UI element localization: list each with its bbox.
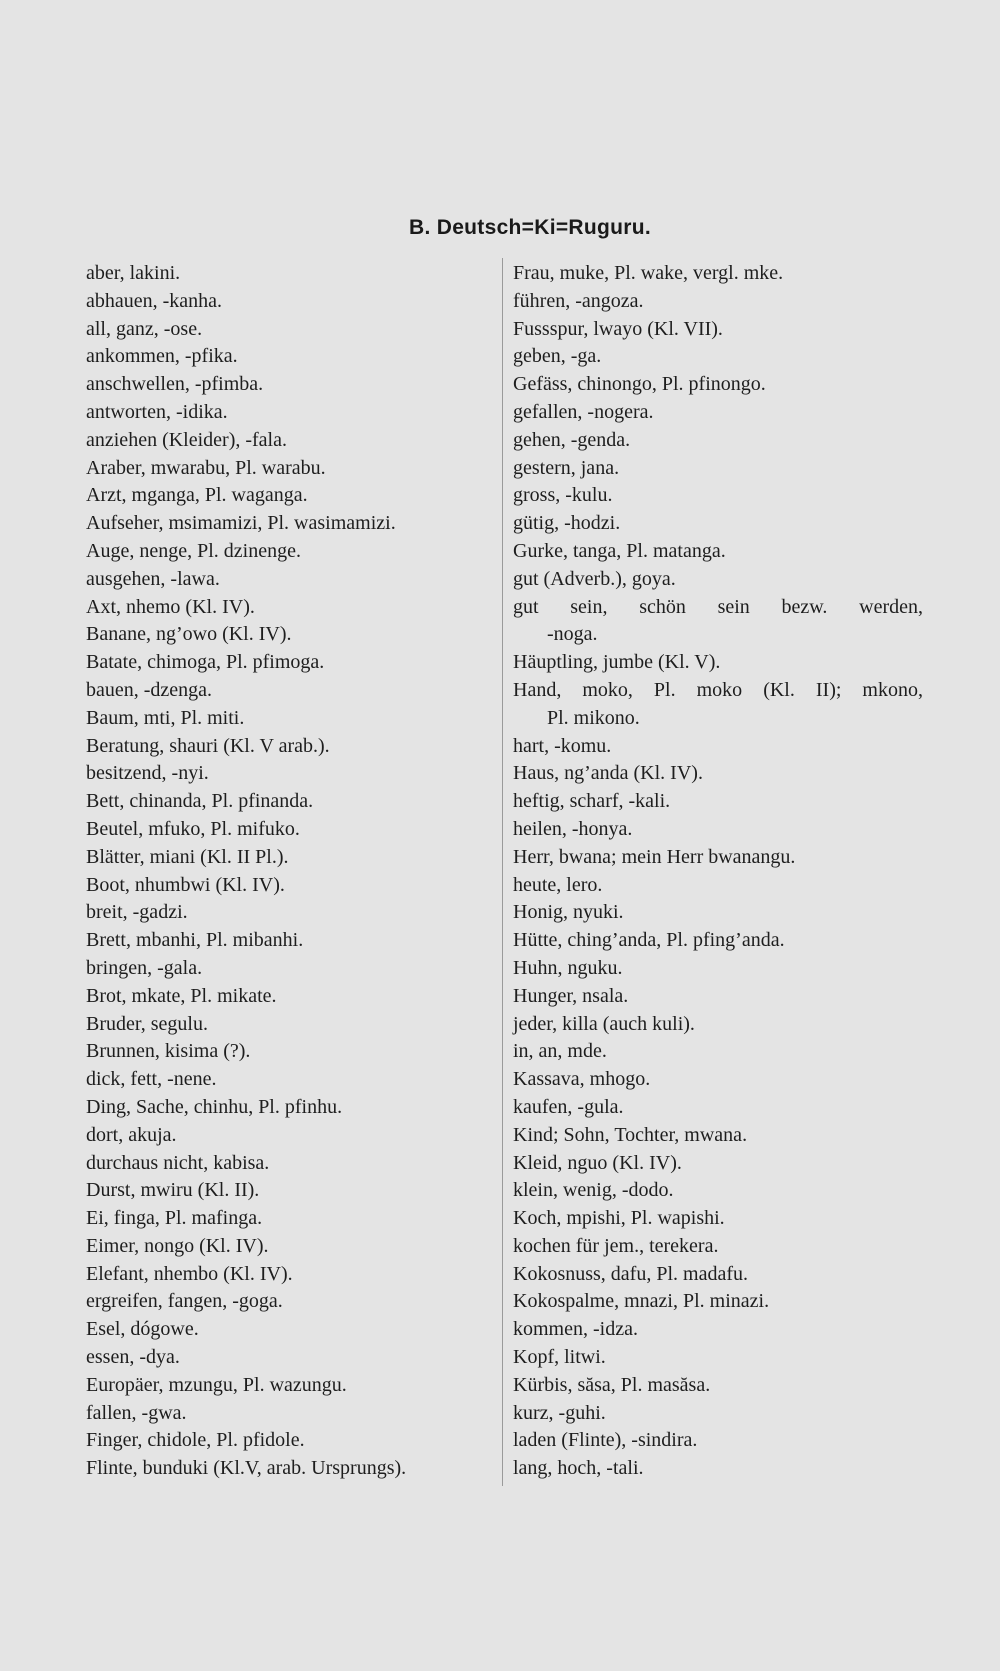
dictionary-entry: kaufen, -gula. bbox=[513, 1095, 624, 1118]
dictionary-entry: Finger, chidole, Pl. pfidole. bbox=[86, 1429, 305, 1452]
dictionary-entry: Axt, nhemo (Kl. IV). bbox=[86, 595, 255, 618]
dictionary-entry: Esel, dógowe. bbox=[86, 1318, 199, 1341]
dictionary-entry: Gurke, tanga, Pl. matanga. bbox=[513, 539, 726, 562]
dictionary-entry: gefallen, -nogera. bbox=[513, 400, 654, 423]
dictionary-entry: breit, -gadzi. bbox=[86, 901, 188, 924]
dictionary-entry: gestern, jana. bbox=[513, 456, 620, 479]
dictionary-entry: Frau, muke, Pl. wake, vergl. mke. bbox=[513, 262, 784, 284]
dictionary-entry: Beutel, mfuko, Pl. mifuko. bbox=[86, 817, 300, 840]
dictionary-entry: Batate, chimoga, Pl. pfimoga. bbox=[86, 651, 325, 674]
dictionary-entry: Aufseher, msimamizi, Pl. wasimamizi. bbox=[86, 512, 396, 535]
dictionary-entry: dick, fett, -nene. bbox=[86, 1068, 217, 1091]
dictionary-entry: heilen, -honya. bbox=[513, 817, 633, 840]
dictionary-entry: Durst, mwiru (Kl. II). bbox=[86, 1179, 260, 1202]
dictionary-entry: heftig, scharf, -kali. bbox=[513, 790, 671, 813]
dictionary-entry: durchaus nicht, kabisa. bbox=[86, 1151, 270, 1174]
dictionary-entry: Herr, bwana; mein Herr bwanangu. bbox=[513, 845, 796, 868]
dictionary-entry: bringen, -gala. bbox=[86, 956, 203, 979]
dictionary-entry: anschwellen, -pfimba. bbox=[86, 373, 264, 396]
dictionary-entry: Elefant, nhembo (Kl. IV). bbox=[86, 1262, 293, 1285]
right-column bbox=[513, 260, 923, 1483]
dictionary-entry: Kokosnuss, dafu, Pl. madafu. bbox=[513, 1262, 748, 1285]
dictionary-entry: lang, hoch, -tali. bbox=[513, 1457, 644, 1480]
dictionary-entry: Blätter, miani (Kl. II Pl.). bbox=[86, 845, 289, 868]
dictionary-entry: anziehen (Kleider), -fala. bbox=[86, 428, 287, 451]
dictionary-entry: Brunnen, kisima (?). bbox=[86, 1040, 251, 1063]
dictionary-entry: Europäer, mzungu, Pl. wazungu. bbox=[86, 1373, 347, 1396]
dictionary-entry: all, ganz, -ose. bbox=[86, 317, 203, 340]
dictionary-entry: Hand, moko, Pl. moko (Kl. II); mkono, bbox=[513, 678, 923, 701]
dictionary-entry: aber, lakini. bbox=[86, 262, 181, 284]
dictionary-entry: essen, -dya. bbox=[86, 1346, 180, 1369]
dictionary-entry: Kopf, litwi. bbox=[513, 1346, 606, 1369]
dictionary-entry: dort, akuja. bbox=[86, 1123, 177, 1146]
dictionary-entry: kommen, -idza. bbox=[513, 1318, 638, 1341]
dictionary-entry: Häuptling, jumbe (Kl. V). bbox=[513, 651, 721, 674]
dictionary-entry: besitzend, -nyi. bbox=[86, 762, 209, 785]
dictionary-entry: Ei, finga, Pl. mafinga. bbox=[86, 1207, 263, 1230]
dictionary-entry: Kleid, nguo (Kl. IV). bbox=[513, 1151, 682, 1174]
dictionary-entry: ausgehen, -lawa. bbox=[86, 567, 220, 590]
dictionary-entry: gütig, -hodzi. bbox=[513, 512, 621, 535]
dictionary-entry: ergreifen, fangen, -goga. bbox=[86, 1290, 283, 1313]
dictionary-entry: jeder, killa (auch kuli). bbox=[513, 1012, 695, 1035]
dictionary-entry: Bett, chinanda, Pl. pfinanda. bbox=[86, 790, 314, 813]
dictionary-entry: Baum, mti, Pl. miti. bbox=[86, 706, 245, 729]
dictionary-entry: antworten, -idika. bbox=[86, 400, 228, 423]
dictionary-entry: Ding, Sache, chinhu, Pl. pfinhu. bbox=[86, 1095, 343, 1118]
dictionary-entry: Araber, mwarabu, Pl. warabu. bbox=[86, 456, 326, 479]
dictionary-entry: Fussspur, lwayo (Kl. VII). bbox=[513, 317, 723, 340]
section-title bbox=[0, 216, 1000, 240]
dictionary-entry: gehen, -genda. bbox=[513, 428, 631, 451]
dictionary-entry: in, an, mde. bbox=[513, 1040, 607, 1063]
dictionary-entry: Hütte, ching’anda, Pl. pfing’anda. bbox=[513, 929, 785, 952]
dictionary-entry: Arzt, mganga, Pl. waganga. bbox=[86, 484, 308, 507]
dictionary-entry: Kassava, mhogo. bbox=[513, 1068, 651, 1091]
dictionary-entry: ankommen, -pfika. bbox=[86, 345, 238, 368]
dictionary-entry: heute, lero. bbox=[513, 873, 603, 896]
dictionary-entry: Honig, nyuki. bbox=[513, 901, 624, 924]
dictionary-entry: Gefäss, chinongo, Pl. pfinongo. bbox=[513, 373, 766, 396]
dictionary-entry: -noga. bbox=[547, 623, 598, 646]
column-divider bbox=[502, 258, 503, 1486]
dictionary-entry: Huhn, nguku. bbox=[513, 956, 623, 979]
dictionary-entry: Beratung, shauri (Kl. V arab.). bbox=[86, 734, 330, 757]
dictionary-entry: hart, -komu. bbox=[513, 734, 612, 757]
dictionary-entry: laden (Flinte), -sindira. bbox=[513, 1429, 698, 1452]
dictionary-entry: gut sein, schön sein bezw. werden, bbox=[513, 595, 923, 618]
dictionary-entry: Eimer, nongo (Kl. IV). bbox=[86, 1234, 269, 1257]
dictionary-entry: gut (Adverb.), goya. bbox=[513, 567, 676, 590]
dictionary-entry: bauen, -dzenga. bbox=[86, 678, 213, 701]
dictionary-entry: Kokospalme, mnazi, Pl. minazi. bbox=[513, 1290, 770, 1313]
dictionary-entry: Kürbis, săsa, Pl. masăsa. bbox=[513, 1373, 711, 1396]
dictionary-entry: kochen für jem., terekera. bbox=[513, 1234, 719, 1257]
dictionary-entry: Banane, ng’owo (Kl. IV). bbox=[86, 623, 292, 646]
dictionary-entry: Auge, nenge, Pl. dzinenge. bbox=[86, 539, 301, 562]
dictionary-entry: Brett, mbanhi, Pl. mibanhi. bbox=[86, 929, 304, 952]
dictionary-entry: Brot, mkate, Pl. mikate. bbox=[86, 984, 277, 1007]
dictionary-entry: Pl. mikono. bbox=[547, 706, 640, 729]
dictionary-entry: führen, -angoza. bbox=[513, 289, 644, 312]
dictionary-entry: Boot, nhumbwi (Kl. IV). bbox=[86, 873, 285, 896]
dictionary-entry: kurz, -guhi. bbox=[513, 1401, 606, 1424]
left-column bbox=[86, 260, 494, 1483]
section-title-text: B. Deutsch=Ki=Ruguru. bbox=[409, 216, 651, 239]
dictionary-entry: Haus, ng’anda (Kl. IV). bbox=[513, 762, 703, 785]
dictionary-entry: Kind; Sohn, Tochter, mwana. bbox=[513, 1123, 748, 1146]
dictionary-entry: geben, -ga. bbox=[513, 345, 602, 368]
dictionary-entry: abhauen, -kanha. bbox=[86, 289, 223, 312]
dictionary-entry: Flinte, bunduki (Kl.V, arab. Ursprungs). bbox=[86, 1457, 407, 1480]
dictionary-entry: Bruder, segulu. bbox=[86, 1012, 208, 1035]
dictionary-entry: Hunger, nsala. bbox=[513, 984, 629, 1007]
dictionary-entry: Koch, mpishi, Pl. wapishi. bbox=[513, 1207, 725, 1230]
dictionary-entry: klein, wenig, -dodo. bbox=[513, 1179, 674, 1202]
dictionary-entry: fallen, -gwa. bbox=[86, 1401, 187, 1424]
dictionary-entry: gross, -kulu. bbox=[513, 484, 613, 507]
